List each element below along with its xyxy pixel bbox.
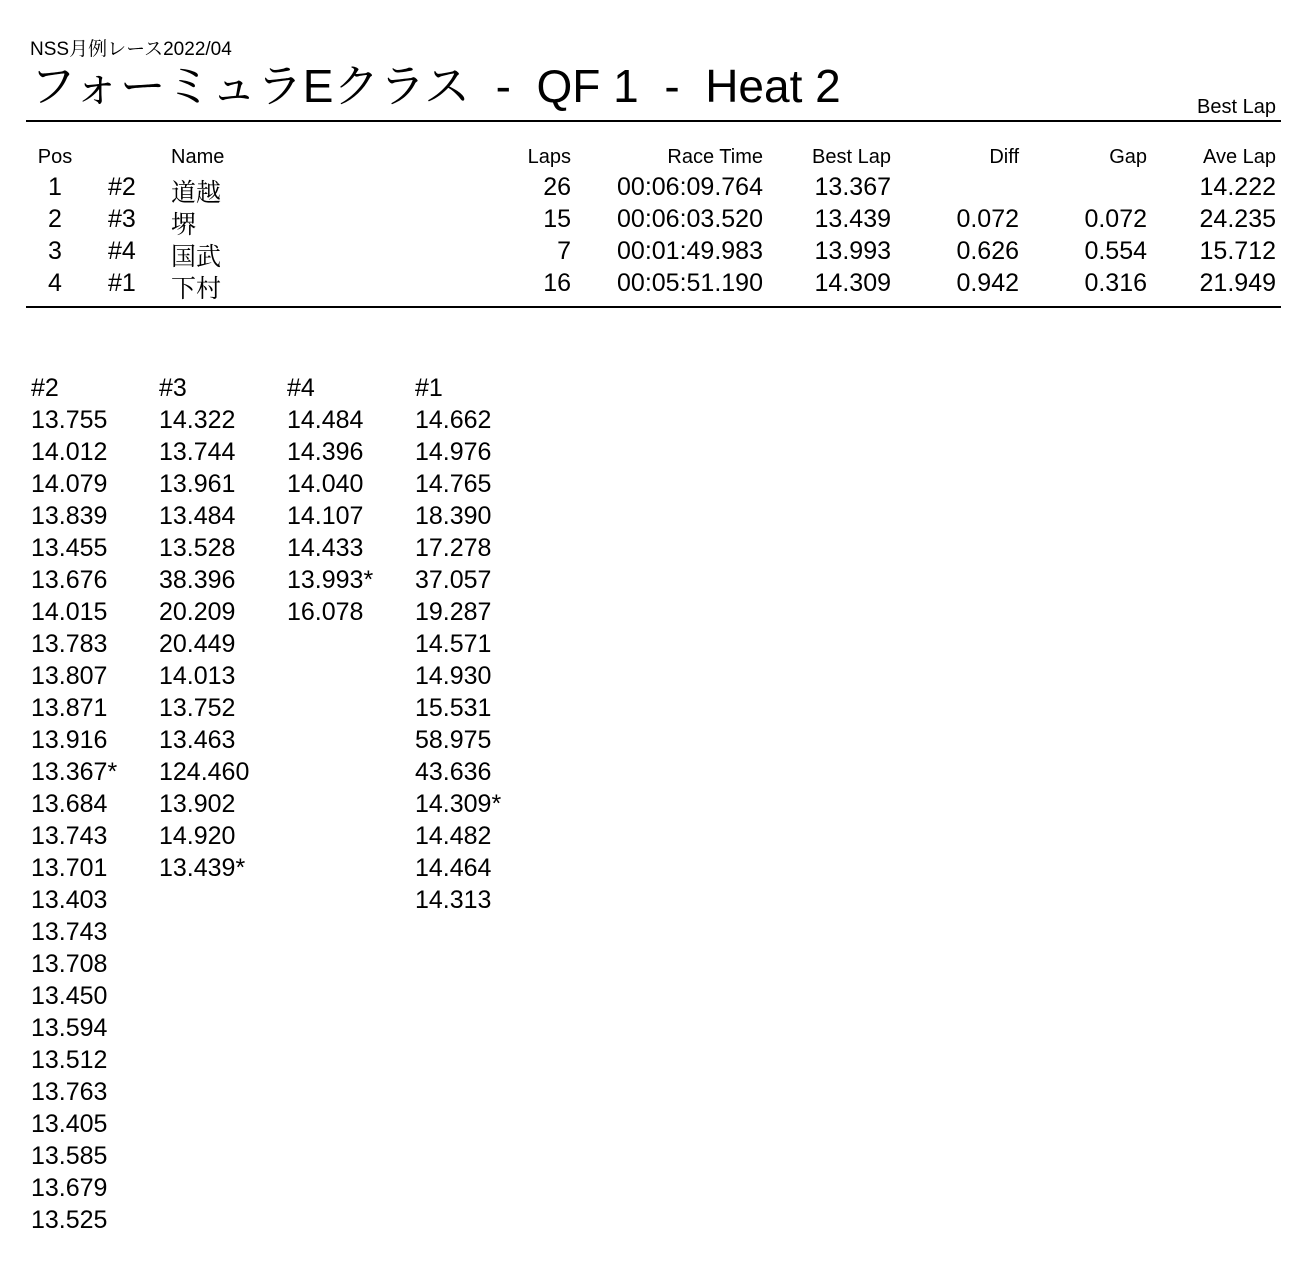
lap-column bbox=[159, 372, 284, 884]
lap-time: 13.743 bbox=[31, 918, 108, 946]
lap-time: 13.403 bbox=[31, 886, 108, 914]
lap-time: 37.057 bbox=[415, 566, 492, 594]
lap-time: 14.464 bbox=[415, 854, 492, 882]
row-laps: 15 bbox=[543, 205, 571, 233]
lap-time: 14.313 bbox=[415, 886, 492, 914]
lap-column-header: #4 bbox=[287, 374, 315, 402]
row-race-time: 00:05:51.190 bbox=[617, 269, 763, 297]
col-diff-header: Diff bbox=[989, 146, 1019, 168]
lap-time: 14.012 bbox=[31, 438, 108, 466]
lap-time: 13.902 bbox=[159, 790, 236, 818]
row-pos: 3 bbox=[48, 237, 62, 265]
lap-time: 15.531 bbox=[415, 694, 492, 722]
lap-time: 13.783 bbox=[31, 630, 108, 658]
row-driver-name: 堺 bbox=[171, 211, 197, 239]
row-car-number: #2 bbox=[108, 173, 136, 201]
lap-time: 13.961 bbox=[159, 470, 236, 498]
row-driver-name: 国武 bbox=[171, 243, 222, 271]
lap-time: 19.287 bbox=[415, 598, 492, 626]
row-ave-lap: 15.712 bbox=[1199, 237, 1276, 265]
lap-time: 124.460 bbox=[159, 758, 250, 786]
row-gap: 0.072 bbox=[1084, 205, 1147, 233]
lap-time: 13.744 bbox=[159, 438, 236, 466]
lap-time: 14.930 bbox=[415, 662, 492, 690]
lap-time: 13.684 bbox=[31, 790, 108, 818]
page-title: フォーミュラEクラス - QF 1 - Heat 2 bbox=[30, 60, 841, 112]
row-best-lap: 14.309 bbox=[814, 269, 891, 297]
lap-time: 13.484 bbox=[159, 502, 236, 530]
lap-time: 13.743 bbox=[31, 822, 108, 850]
lap-time: 14.040 bbox=[287, 470, 364, 498]
row-best-lap: 13.439 bbox=[814, 205, 891, 233]
lap-time: 14.662 bbox=[415, 406, 492, 434]
col-laps-header: Laps bbox=[527, 146, 571, 168]
row-pos: 2 bbox=[48, 205, 62, 233]
lap-time: 14.433 bbox=[287, 534, 364, 562]
lap-time: 13.676 bbox=[31, 566, 108, 594]
lap-time: 13.585 bbox=[31, 1142, 108, 1170]
row-pos: 4 bbox=[48, 269, 62, 297]
sort-label: Best Lap bbox=[1197, 96, 1276, 118]
lap-time: 13.367* bbox=[31, 758, 118, 786]
col-name-header: Name bbox=[171, 146, 225, 168]
lap-time: 14.396 bbox=[287, 438, 364, 466]
row-ave-lap: 21.949 bbox=[1199, 269, 1276, 297]
lap-time: 20.209 bbox=[159, 598, 236, 626]
row-car-number: #1 bbox=[108, 269, 136, 297]
lap-time: 13.752 bbox=[159, 694, 236, 722]
bottom-rule bbox=[26, 306, 1281, 308]
table-row bbox=[26, 237, 1281, 269]
col-gap-header: Gap bbox=[1109, 146, 1147, 168]
lap-time: 14.013 bbox=[159, 662, 236, 690]
lap-time: 17.278 bbox=[415, 534, 492, 562]
row-car-number: #4 bbox=[108, 237, 136, 265]
lap-time: 16.078 bbox=[287, 598, 364, 626]
lap-time: 13.679 bbox=[31, 1174, 108, 1202]
lap-time: 13.916 bbox=[31, 726, 108, 754]
row-diff: 0.626 bbox=[956, 237, 1019, 265]
lap-time: 13.594 bbox=[31, 1014, 108, 1042]
results-header-row bbox=[26, 146, 1281, 173]
lap-time: 13.405 bbox=[31, 1110, 108, 1138]
lap-time: 13.993* bbox=[287, 566, 374, 594]
row-gap: 0.316 bbox=[1084, 269, 1147, 297]
row-laps: 16 bbox=[543, 269, 571, 297]
row-driver-name: 道越 bbox=[171, 179, 222, 207]
row-ave-lap: 14.222 bbox=[1199, 173, 1276, 201]
lap-time: 13.528 bbox=[159, 534, 236, 562]
lap-time: 13.763 bbox=[31, 1078, 108, 1106]
table-row bbox=[26, 205, 1281, 237]
lap-time: 14.920 bbox=[159, 822, 236, 850]
col-race-time-header: Race Time bbox=[667, 146, 763, 168]
row-laps: 26 bbox=[543, 173, 571, 201]
lap-time: 18.390 bbox=[415, 502, 492, 530]
lap-time: 14.571 bbox=[415, 630, 492, 658]
row-diff: 0.942 bbox=[956, 269, 1019, 297]
lap-time: 13.439* bbox=[159, 854, 246, 882]
lap-column-header: #3 bbox=[159, 374, 187, 402]
row-best-lap: 13.993 bbox=[814, 237, 891, 265]
lap-time: 13.455 bbox=[31, 534, 108, 562]
lap-time: 58.975 bbox=[415, 726, 492, 754]
table-row bbox=[26, 173, 1281, 205]
row-laps: 7 bbox=[557, 237, 571, 265]
row-pos: 1 bbox=[48, 173, 62, 201]
col-best-lap-header: Best Lap bbox=[812, 146, 891, 168]
row-car-number: #3 bbox=[108, 205, 136, 233]
lap-time: 13.450 bbox=[31, 982, 108, 1010]
lap-time: 13.871 bbox=[31, 694, 108, 722]
row-diff: 0.072 bbox=[956, 205, 1019, 233]
results-table bbox=[26, 146, 1281, 301]
top-rule bbox=[26, 120, 1281, 122]
row-driver-name: 下村 bbox=[171, 275, 222, 303]
lap-time: 14.322 bbox=[159, 406, 236, 434]
event-subtitle: NSS月例レース2022/04 bbox=[30, 39, 232, 60]
lap-time: 13.708 bbox=[31, 950, 108, 978]
row-best-lap: 13.367 bbox=[814, 173, 891, 201]
lap-time: 14.015 bbox=[31, 598, 108, 626]
row-race-time: 00:06:03.520 bbox=[617, 205, 763, 233]
lap-column bbox=[415, 372, 540, 916]
lap-column-header: #1 bbox=[415, 374, 443, 402]
lap-time: 13.755 bbox=[31, 406, 108, 434]
row-race-time: 00:01:49.983 bbox=[617, 237, 763, 265]
lap-column bbox=[287, 372, 412, 628]
lap-time: 14.079 bbox=[31, 470, 108, 498]
lap-time: 43.636 bbox=[415, 758, 492, 786]
row-gap: 0.554 bbox=[1084, 237, 1147, 265]
lap-time: 14.107 bbox=[287, 502, 364, 530]
lap-time: 14.484 bbox=[287, 406, 364, 434]
lap-column-header: #2 bbox=[31, 374, 59, 402]
lap-time: 13.463 bbox=[159, 726, 236, 754]
lap-time: 13.701 bbox=[31, 854, 108, 882]
lap-time: 14.309* bbox=[415, 790, 502, 818]
row-ave-lap: 24.235 bbox=[1199, 205, 1276, 233]
lap-time: 14.765 bbox=[415, 470, 492, 498]
lap-time: 14.482 bbox=[415, 822, 492, 850]
lap-time: 13.807 bbox=[31, 662, 108, 690]
lap-time: 13.839 bbox=[31, 502, 108, 530]
lap-column bbox=[31, 372, 156, 1236]
lap-time: 38.396 bbox=[159, 566, 236, 594]
col-pos-header: Pos bbox=[37, 146, 73, 168]
lap-time: 13.525 bbox=[31, 1206, 108, 1234]
lap-time: 14.976 bbox=[415, 438, 492, 466]
row-race-time: 00:06:09.764 bbox=[617, 173, 763, 201]
lap-time: 13.512 bbox=[31, 1046, 108, 1074]
table-row bbox=[26, 269, 1281, 301]
lap-time: 20.449 bbox=[159, 630, 236, 658]
col-ave-lap-header: Ave Lap bbox=[1202, 146, 1276, 168]
